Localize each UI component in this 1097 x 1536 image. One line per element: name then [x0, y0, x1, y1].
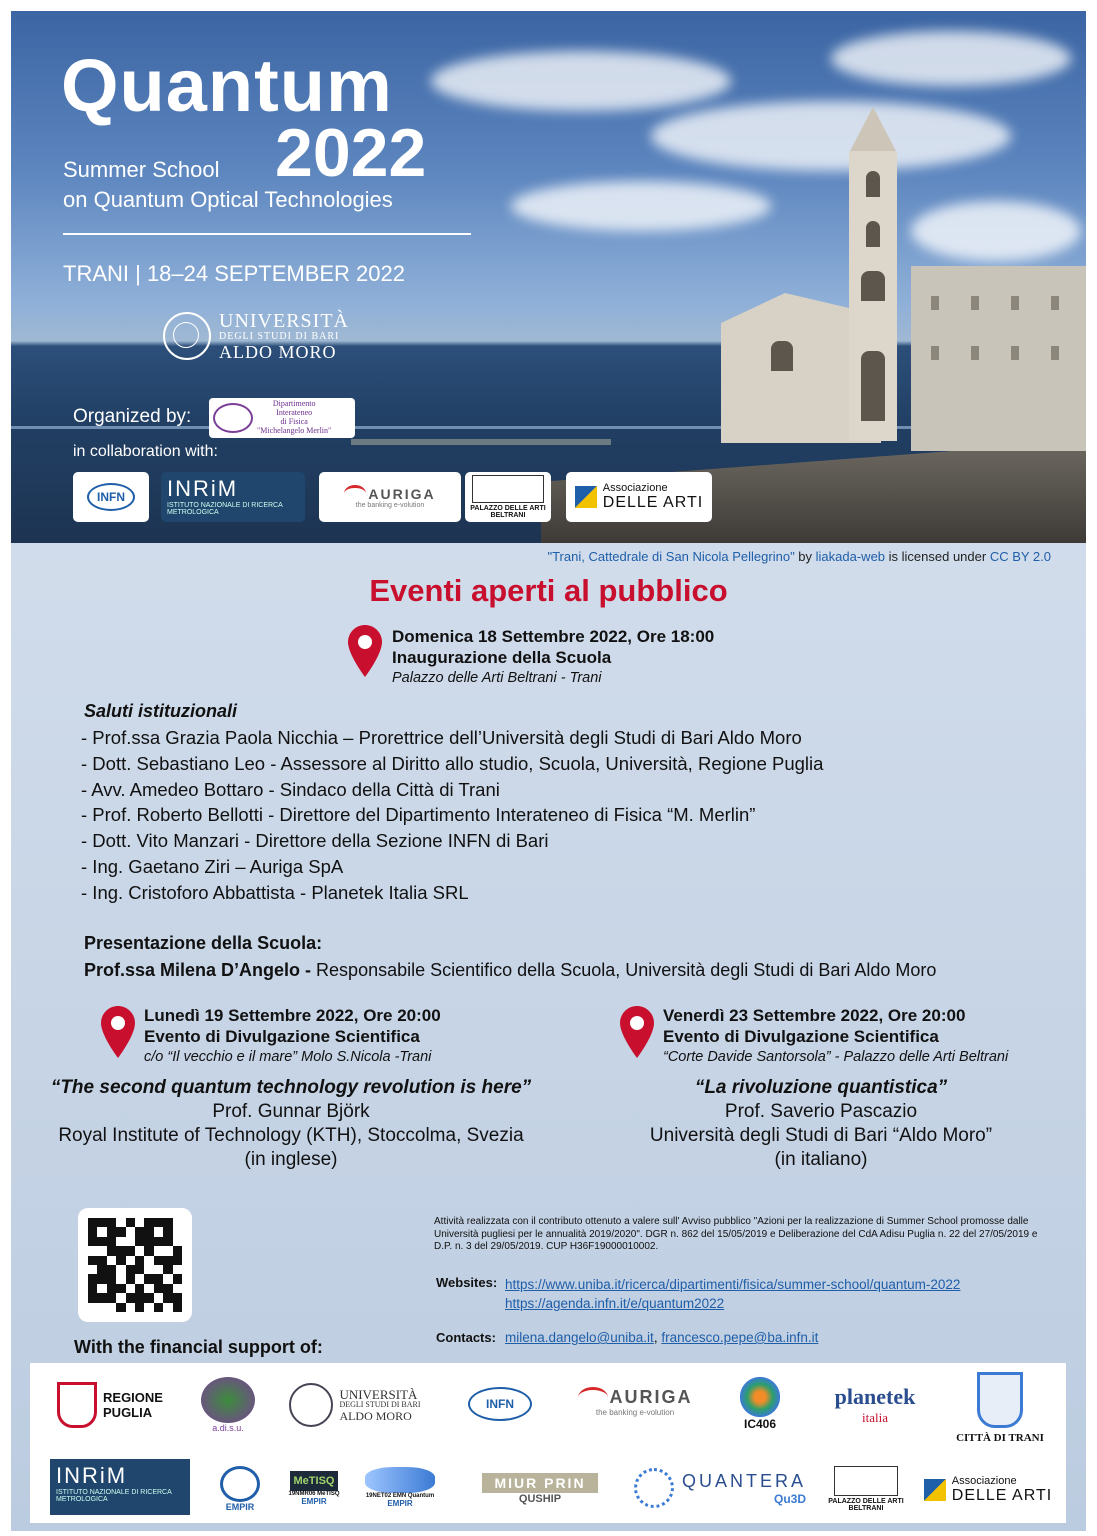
- year: 2022: [275, 115, 427, 191]
- collaboration-label: in collaboration with:: [73, 443, 218, 460]
- prin-qush-logo: MIUR PRIN QUSHIP: [470, 1467, 610, 1511]
- citta-di-trani-logo: CITTÀ DI TRANI: [950, 1367, 1050, 1449]
- associazione-mark-icon: [575, 486, 597, 508]
- talk-left-speaker: Prof. Gunnar Björk: [212, 1101, 370, 1122]
- opening-date: Domenica 18 Settembre 2022, Ore 18:00: [392, 627, 715, 646]
- financial-support-label: With the financial support of:: [74, 1337, 323, 1357]
- dip-line2: Interateneo: [276, 408, 313, 418]
- websites: [505, 1275, 960, 1313]
- opening-venue: Palazzo delle Arti Beltrani - Trani: [392, 669, 602, 686]
- subtitle-line1: Summer School: [63, 157, 220, 182]
- inrim-logo: INRiM ISTITUTO NAZIONALE DI RICERCA METROLOGICA: [50, 1459, 190, 1515]
- dip-line1: Dipartimento: [272, 399, 316, 409]
- opening-title: Inaugurazione della Scuola: [392, 648, 612, 668]
- opening-event: [392, 626, 714, 687]
- palazzo-arti-logo: PALAZZO DELLE ARTI BELTRANI: [826, 1461, 906, 1517]
- presentazione-heading: Presentazione della Scuola:: [84, 933, 323, 953]
- talk-left-affiliation: Royal Institute of Technology (KTH), Stoccolma, Svezia: [58, 1125, 524, 1146]
- cloud: [511, 181, 771, 231]
- ic406-logo: IC406: [730, 1371, 790, 1437]
- contact-email-link[interactable]: francesco.pepe@ba.infn.it: [661, 1330, 819, 1345]
- event-right-venue: “Corte Davide Santorsola” - Palazzo delle Arti Beltrani: [663, 1048, 1009, 1065]
- talk-right-title: “La rivoluzione quantistica”: [694, 1077, 948, 1098]
- divider: [63, 233, 471, 235]
- cloud: [431, 51, 731, 111]
- list-item: - Ing. Cristoforo Abbattista - Planetek Italia SRL: [81, 881, 469, 903]
- rose-window: [771, 341, 793, 371]
- infn-logo: INFN: [460, 1381, 540, 1427]
- university-line2: DEGLI STUDI DI BARI: [219, 331, 340, 342]
- regione-puglia-logo: REGIONE PUGLIA: [50, 1375, 170, 1435]
- talk-right: [591, 1076, 1051, 1172]
- dip-line4: "Michelangelo Merlin": [257, 425, 332, 435]
- credit-author-link[interactable]: liakada-web: [815, 549, 886, 564]
- list-item: - Dott. Sebastiano Leo - Assessore al Diritto allo studio, Scuola, Università, Regione Puglia: [81, 752, 824, 774]
- subtitle-line2: on Quantum Optical Technologies: [63, 187, 393, 212]
- emn-cloud-icon: [365, 1467, 435, 1493]
- event-left: [144, 1005, 441, 1066]
- websites-label: Websites:: [436, 1275, 498, 1290]
- website-link[interactable]: https://agenda.infn.it/e/quantum2022: [505, 1296, 725, 1311]
- talk-right-affiliation: Università degli Studi di Bari “Aldo Moro”: [649, 1125, 993, 1146]
- auriga-logo: AURIGA the banking e-volution: [560, 1377, 710, 1427]
- talk-right-language: (in italiano): [774, 1149, 868, 1170]
- empir-logo: EMPIR: [210, 1463, 270, 1515]
- saluti-heading: Saluti istituzionali: [84, 701, 238, 721]
- quantera-dots-icon: [634, 1468, 674, 1508]
- talk-left-title: “The second quantum technology revolution is here”: [50, 1077, 532, 1098]
- contact-email-link[interactable]: milena.dangelo@uniba.it: [505, 1330, 654, 1345]
- emn-quantum-logo: 19NET02 EMN Quantum EMPIR: [358, 1457, 442, 1517]
- cloud: [831, 31, 1071, 86]
- infn-logo: INFN: [73, 472, 149, 522]
- qr-code-icon: [88, 1218, 182, 1312]
- ic406-dots-icon: [740, 1377, 780, 1417]
- event-right-date: Venerdì 23 Settembre 2022, Ore 20:00: [663, 1006, 966, 1025]
- dipartimento-icon: [213, 403, 253, 433]
- bell-tower: [849, 151, 897, 441]
- contacts-label: Contacts:: [436, 1330, 496, 1345]
- planetek-logo: planetek italia: [834, 1384, 916, 1425]
- photo-credit: "Trani, Cattedrale di San Nicola Pellegrino" by liakada-web is licensed under CC BY 2.0: [547, 549, 1051, 564]
- credit-work-link[interactable]: "Trani, Cattedrale di San Nicola Pellegrino": [547, 549, 795, 564]
- talk-left-language: (in inglese): [244, 1149, 338, 1170]
- metisq-logo: MeTISQ 19NMR06 MeTISQ EMPIR: [280, 1459, 348, 1517]
- qr-code[interactable]: [78, 1208, 192, 1322]
- adisu-logo: a.di.s.u.: [190, 1369, 266, 1441]
- presentazione-role: Responsabile Scientifico della Scuola, Università degli Studi di Bari Aldo Moro: [311, 960, 937, 980]
- university-line1: UNIVERSITÀ: [219, 310, 349, 332]
- tree-icon: [201, 1377, 255, 1423]
- list-item: - Dott. Vito Manzari - Direttore della Sezione INFN di Bari: [81, 830, 549, 852]
- auriga-logo: AURIGA the banking e-volution: [319, 472, 461, 522]
- associazione-arti-logo: Associazione DELLE ARTI: [918, 1467, 1058, 1513]
- associazione-mark-icon: [924, 1479, 946, 1501]
- list-item: - Ing. Gaetano Ziri – Auriga SpA: [81, 855, 344, 877]
- talk-left: [11, 1076, 571, 1172]
- sponsors-panel: [30, 1363, 1066, 1523]
- event-left-venue: c/o “Il vecchio e il mare” Molo S.Nicola -Trani: [144, 1048, 432, 1065]
- palazzo-illustration-icon: [472, 475, 544, 503]
- empir-icon: [220, 1466, 260, 1502]
- events-title: Eventi aperti al pubblico: [369, 573, 728, 608]
- credit-license-link[interactable]: CC BY 2.0: [989, 549, 1051, 564]
- event-left-date: Lunedì 19 Settembre 2022, Ore 20:00: [144, 1006, 441, 1025]
- poster: [11, 11, 1086, 1531]
- dipartimento-logo: [209, 398, 355, 438]
- quantera-logo: QUANTERA Qu3D: [630, 1463, 810, 1513]
- cloud: [651, 101, 1011, 171]
- palazzo-arti-logo: PALAZZO DELLE ARTI BELTRANI: [465, 472, 551, 522]
- talk-right-speaker: Prof. Saverio Pascazio: [724, 1101, 918, 1122]
- website-link[interactable]: https://www.uniba.it/ricerca/dipartimenti/fisica/summer-school/quantum-2022: [505, 1277, 961, 1292]
- university-seal-icon: [163, 312, 211, 360]
- uniba-logo: UNIVERSITÀ DEGLI STUDI DI BARI ALDO MORO: [280, 1377, 430, 1433]
- event-right-title: Evento di Divulgazione Scientifica: [663, 1027, 939, 1047]
- hero-photo: [11, 11, 1086, 543]
- quantum-logo-title: Quantum: [61, 44, 393, 127]
- pier: [351, 439, 611, 445]
- location-pin-icon: [101, 1006, 135, 1058]
- list-item: - Prof. Roberto Bellotti - Direttore del Dipartimento Interateneo di Fisica “M. Merlin”: [81, 804, 756, 826]
- regione-shield-icon: [57, 1382, 97, 1428]
- university-seal-icon: [289, 1383, 333, 1427]
- event-left-title: Evento di Divulgazione Scientifica: [144, 1027, 420, 1047]
- palazzo-illustration-icon: [834, 1466, 898, 1496]
- location-pin-icon: [348, 625, 382, 677]
- university-logo: [163, 311, 349, 361]
- place-dates: TRANI | 18–24 SEPTEMBER 2022: [63, 261, 405, 286]
- funding-note: Attività realizzata con il contributo ottenuto a valere sull' Avviso pubblico "Azioni per la realizzazione di Summer School promosse dalle Università pugliesi per le annualità 2019/2020". DGR n. 862 del 15/05/2019 e Deliberazione del CdA Adisu Puglia n. 22 del 27/05/2019 e D.P. n. 3 del 29/05/2019. CUP H36F19000010002.: [434, 1216, 1038, 1252]
- dip-line3: di Fisica: [280, 417, 308, 426]
- presentazione-name: Prof.ssa Milena D’Angelo -: [84, 960, 312, 980]
- list-item: - Avv. Amedeo Bottaro - Sindaco della Città di Trani: [81, 778, 500, 800]
- contacts: milena.dangelo@uniba.it, francesco.pepe@ba.infn.it: [505, 1330, 819, 1345]
- cloud: [911, 201, 1081, 261]
- associazione-arti-logo: Associazione DELLE ARTI: [566, 472, 712, 522]
- inrim-logo: INRiM ISTITUTO NAZIONALE DI RICERCA METROLOGICA: [161, 472, 305, 522]
- trani-crest-icon: [977, 1372, 1023, 1428]
- university-line3: ALDO MORO: [219, 341, 337, 362]
- event-right: [663, 1005, 1008, 1066]
- list-item: - Prof.ssa Grazia Paola Nicchia – Prorettrice dell’Università degli Studi di Bari Aldo Moro: [81, 727, 802, 748]
- organized-by-label: Organized by:: [73, 406, 192, 427]
- location-pin-icon: [620, 1006, 654, 1058]
- building: [911, 266, 1086, 451]
- saluti-list: [81, 725, 823, 906]
- presentazione-text: [84, 960, 936, 981]
